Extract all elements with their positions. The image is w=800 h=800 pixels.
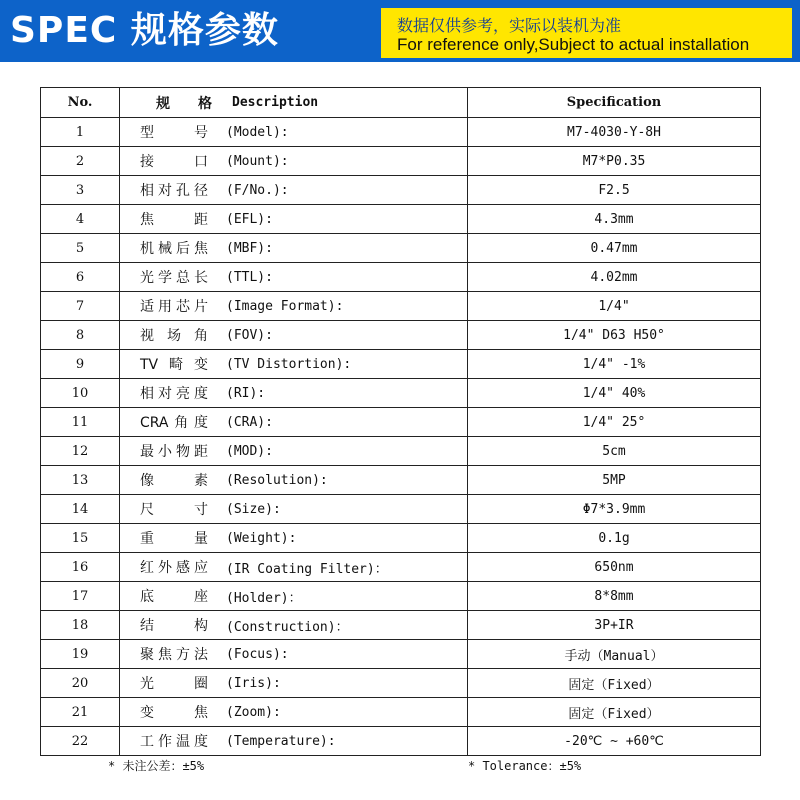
row-number: 21 <box>41 698 120 727</box>
description-en: (EFL): <box>226 211 273 227</box>
description-en: (Construction)： <box>226 619 349 635</box>
description-cn: 工作温度 <box>140 734 208 750</box>
row-specification: 1/4" 40% <box>468 379 761 408</box>
row-number: 19 <box>41 640 120 669</box>
table-row <box>41 466 761 495</box>
description-en: (RI): <box>226 385 266 401</box>
description-en: (IR Coating Filter)： <box>226 561 388 577</box>
row-description <box>120 118 468 147</box>
description-cn: 光圈 <box>140 676 208 692</box>
table-row <box>41 205 761 234</box>
spec-table <box>40 87 761 756</box>
table-row <box>41 408 761 437</box>
description-cn: 像素 <box>140 473 208 489</box>
description-cn: TV畸变 <box>140 357 208 373</box>
row-number: 20 <box>41 669 120 698</box>
row-specification: 5MP <box>468 466 761 495</box>
table-row <box>41 582 761 611</box>
description-cn: 机械后焦 <box>140 241 208 257</box>
row-number: 12 <box>41 437 120 466</box>
table-row <box>41 263 761 292</box>
row-description <box>120 205 468 234</box>
footnote-tolerance-cn: * 未注公差：±5% <box>108 759 205 773</box>
table-row <box>41 118 761 147</box>
row-specification: 4.3mm <box>468 205 761 234</box>
row-number: 1 <box>41 118 120 147</box>
description-en: (Resolution): <box>226 472 328 488</box>
description-cn: 型号 <box>140 125 208 141</box>
row-description <box>120 727 468 756</box>
row-specification: Φ7*3.9mm <box>468 495 761 524</box>
table-row <box>41 640 761 669</box>
row-specification: 手动（Manual） <box>468 640 761 669</box>
description-en: (Holder)： <box>226 590 302 606</box>
header-description-en: Description <box>232 95 319 110</box>
description-en: (Model): <box>226 124 289 140</box>
row-description <box>120 611 468 640</box>
row-number: 16 <box>41 553 120 582</box>
row-number: 4 <box>41 205 120 234</box>
row-description <box>120 147 468 176</box>
description-en: (F/No.): <box>226 182 289 198</box>
row-number: 2 <box>41 147 120 176</box>
description-en: (Image Format): <box>226 298 344 314</box>
header-banner <box>0 0 800 62</box>
description-cn: 光学总长 <box>140 270 208 286</box>
row-number: 7 <box>41 292 120 321</box>
spec-table-body <box>41 118 761 756</box>
row-number: 13 <box>41 466 120 495</box>
row-description <box>120 350 468 379</box>
row-specification: 3P+IR <box>468 611 761 640</box>
row-number: 11 <box>41 408 120 437</box>
description-en: (Weight): <box>226 530 297 546</box>
row-description <box>120 466 468 495</box>
row-specification: 8*8mm <box>468 582 761 611</box>
description-en: (Zoom): <box>226 704 281 720</box>
row-description <box>120 524 468 553</box>
table-row <box>41 727 761 756</box>
description-en: (CRA): <box>226 414 273 430</box>
description-cn: 尺寸 <box>140 502 208 518</box>
row-specification: 1/4" <box>468 292 761 321</box>
row-number: 6 <box>41 263 120 292</box>
table-row <box>41 437 761 466</box>
header-specification: Specification <box>468 88 761 118</box>
row-description <box>120 176 468 205</box>
table-row <box>41 147 761 176</box>
row-specification: 0.47mm <box>468 234 761 263</box>
row-number: 3 <box>41 176 120 205</box>
row-description <box>120 553 468 582</box>
description-en: (Iris): <box>226 675 281 691</box>
row-specification: 1/4" -1% <box>468 350 761 379</box>
table-row <box>41 669 761 698</box>
row-number: 18 <box>41 611 120 640</box>
row-description <box>120 292 468 321</box>
description-en: (Size): <box>226 501 281 517</box>
table-row <box>41 292 761 321</box>
header-description <box>120 88 468 118</box>
description-cn: CRA角度 <box>140 415 208 431</box>
row-description <box>120 263 468 292</box>
row-description <box>120 408 468 437</box>
table-row <box>41 611 761 640</box>
table-row <box>41 176 761 205</box>
footnote-tolerance-en: * Tolerance：±5% <box>468 759 582 773</box>
description-cn: 焦距 <box>140 212 208 228</box>
row-number: 9 <box>41 350 120 379</box>
description-cn: 重量 <box>140 531 208 547</box>
description-en: (Focus): <box>226 646 289 662</box>
table-row <box>41 495 761 524</box>
table-row <box>41 321 761 350</box>
row-specification: 4.02mm <box>468 263 761 292</box>
row-specification: -20℃ ~ +60℃ <box>468 727 761 756</box>
description-cn: 接口 <box>140 154 208 170</box>
description-cn: 结构 <box>140 618 208 634</box>
row-specification: 固定（Fixed） <box>468 669 761 698</box>
row-number: 10 <box>41 379 120 408</box>
description-cn: 视场角 <box>140 328 208 344</box>
row-specification: 1/4" 25° <box>468 408 761 437</box>
table-row <box>41 379 761 408</box>
row-number: 17 <box>41 582 120 611</box>
row-specification: 5cm <box>468 437 761 466</box>
description-en: (FOV): <box>226 327 273 343</box>
row-number: 22 <box>41 727 120 756</box>
table-row <box>41 553 761 582</box>
description-cn: 适用芯片 <box>140 299 208 315</box>
notice-english-text: For reference only,Subject to actual installation <box>397 35 750 54</box>
row-specification: 0.1g <box>468 524 761 553</box>
row-specification: M7*P0.35 <box>468 147 761 176</box>
description-cn: 红外感应 <box>140 560 208 576</box>
description-en: (Temperature): <box>226 733 336 749</box>
description-en: (MOD): <box>226 443 273 459</box>
description-cn: 聚焦方法 <box>140 647 208 663</box>
description-cn: 相对孔径 <box>140 183 208 199</box>
table-header-row <box>41 88 761 118</box>
row-description <box>120 669 468 698</box>
row-description <box>120 437 468 466</box>
row-specification: 650nm <box>468 553 761 582</box>
row-description <box>120 582 468 611</box>
table-row <box>41 350 761 379</box>
row-specification: M7-4030-Y-8H <box>468 118 761 147</box>
description-cn: 最小物距 <box>140 444 208 460</box>
row-specification: F2.5 <box>468 176 761 205</box>
description-en: (Mount): <box>226 153 289 169</box>
row-specification: 固定（Fixed） <box>468 698 761 727</box>
row-number: 5 <box>41 234 120 263</box>
header-description-cn: 规 格 <box>156 95 212 112</box>
row-number: 14 <box>41 495 120 524</box>
page-title: SPEC 规格参数 <box>10 10 279 51</box>
table-row <box>41 698 761 727</box>
reference-notice <box>381 8 792 58</box>
notice-chinese-text: 数据仅供参考，实际以装机为准 <box>397 16 622 35</box>
row-description <box>120 640 468 669</box>
description-cn: 相对亮度 <box>140 386 208 402</box>
description-cn: 底座 <box>140 589 208 605</box>
row-description <box>120 379 468 408</box>
table-row <box>41 524 761 553</box>
row-description <box>120 495 468 524</box>
description-cn: 变焦 <box>140 705 208 721</box>
row-number: 15 <box>41 524 120 553</box>
table-row <box>41 234 761 263</box>
row-description <box>120 234 468 263</box>
row-description <box>120 698 468 727</box>
row-number: 8 <box>41 321 120 350</box>
row-description <box>120 321 468 350</box>
description-en: (TTL): <box>226 269 273 285</box>
header-no: No. <box>41 88 120 118</box>
row-specification: 1/4" D63 H50° <box>468 321 761 350</box>
description-en: (MBF): <box>226 240 273 256</box>
description-en: (TV Distortion): <box>226 356 352 372</box>
